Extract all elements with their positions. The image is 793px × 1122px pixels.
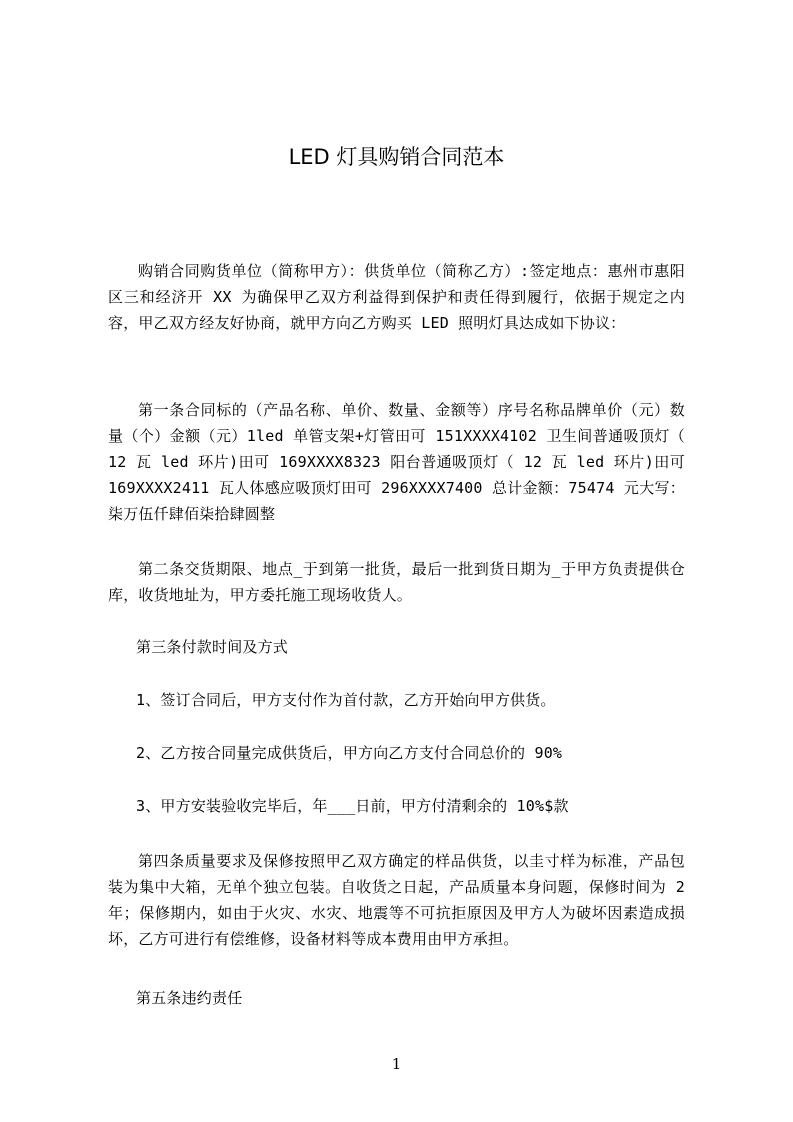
page-number: 1	[391, 1055, 402, 1073]
paragraph-article-5-heading: 第五条违约责任	[136, 989, 243, 1007]
paragraph-intro: 购销合同购货单位（简称甲方）：供货单位（简称乙方）:签定地点：惠州市惠阳区三和经济开 XX 为确保甲乙双方利益得到保护和责任得到履行，依据于规定之内容，甲乙双方经友好协商，就甲方向乙方购买 LED 照明灯具达成如下协议：	[108, 262, 685, 332]
paragraph-article-3-heading: 第三条付款时间及方式	[136, 638, 289, 656]
paragraph-payment-1: 1、签订合同后，甲方支付作为首付款，乙方开始向甲方供货。	[136, 691, 556, 709]
paragraph-article-2: 第二条交货期限、地点_于到第一批货，最后一批到货日期为_于甲方负责提供仓库，收货地址为，甲方委托施工现场收货人。	[108, 560, 685, 604]
paragraph-payment-2: 2、乙方按合同量完成供货后，甲方向乙方支付合同总价的 90%	[136, 744, 563, 762]
paragraph-article-1: 第一条合同标的（产品名称、单价、数量、金额等）序号名称品牌单价（元）数量（个）金额（元）1led 单管支架+灯管田可 151XXXX4102 卫生间普通吸顶灯（ 12 瓦 led 环片)田可 169XXXX8323 阳台普通吸顶灯（ 12 瓦 led 环片)田可 169XXXX2411 瓦人体感应吸顶灯田可 296XXXX7400 总计金额：75474 元大写：柒万伍仟肆佰柒拾肆圆整	[108, 401, 685, 523]
paragraph-payment-3: 3、甲方安装验收完毕后，年___日前，甲方付清剩余的 10%$款	[136, 797, 569, 815]
document-title: LED 灯具购销合同范本	[288, 145, 505, 169]
paragraph-article-4: 第四条质量要求及保修按照甲乙双方确定的样品供货，以圭寸样为标准，产品包装为集中大箱，无单个独立包装。自收货之日起，产品质量本身问题，保修时间为 2 年；保修期内，如由于火灾、水灾、地震等不可抗拒原因及甲方人为破坏因素造成损坏，乙方可进行有偿维修，设备材料等成本费用由甲方承担。	[108, 852, 685, 948]
